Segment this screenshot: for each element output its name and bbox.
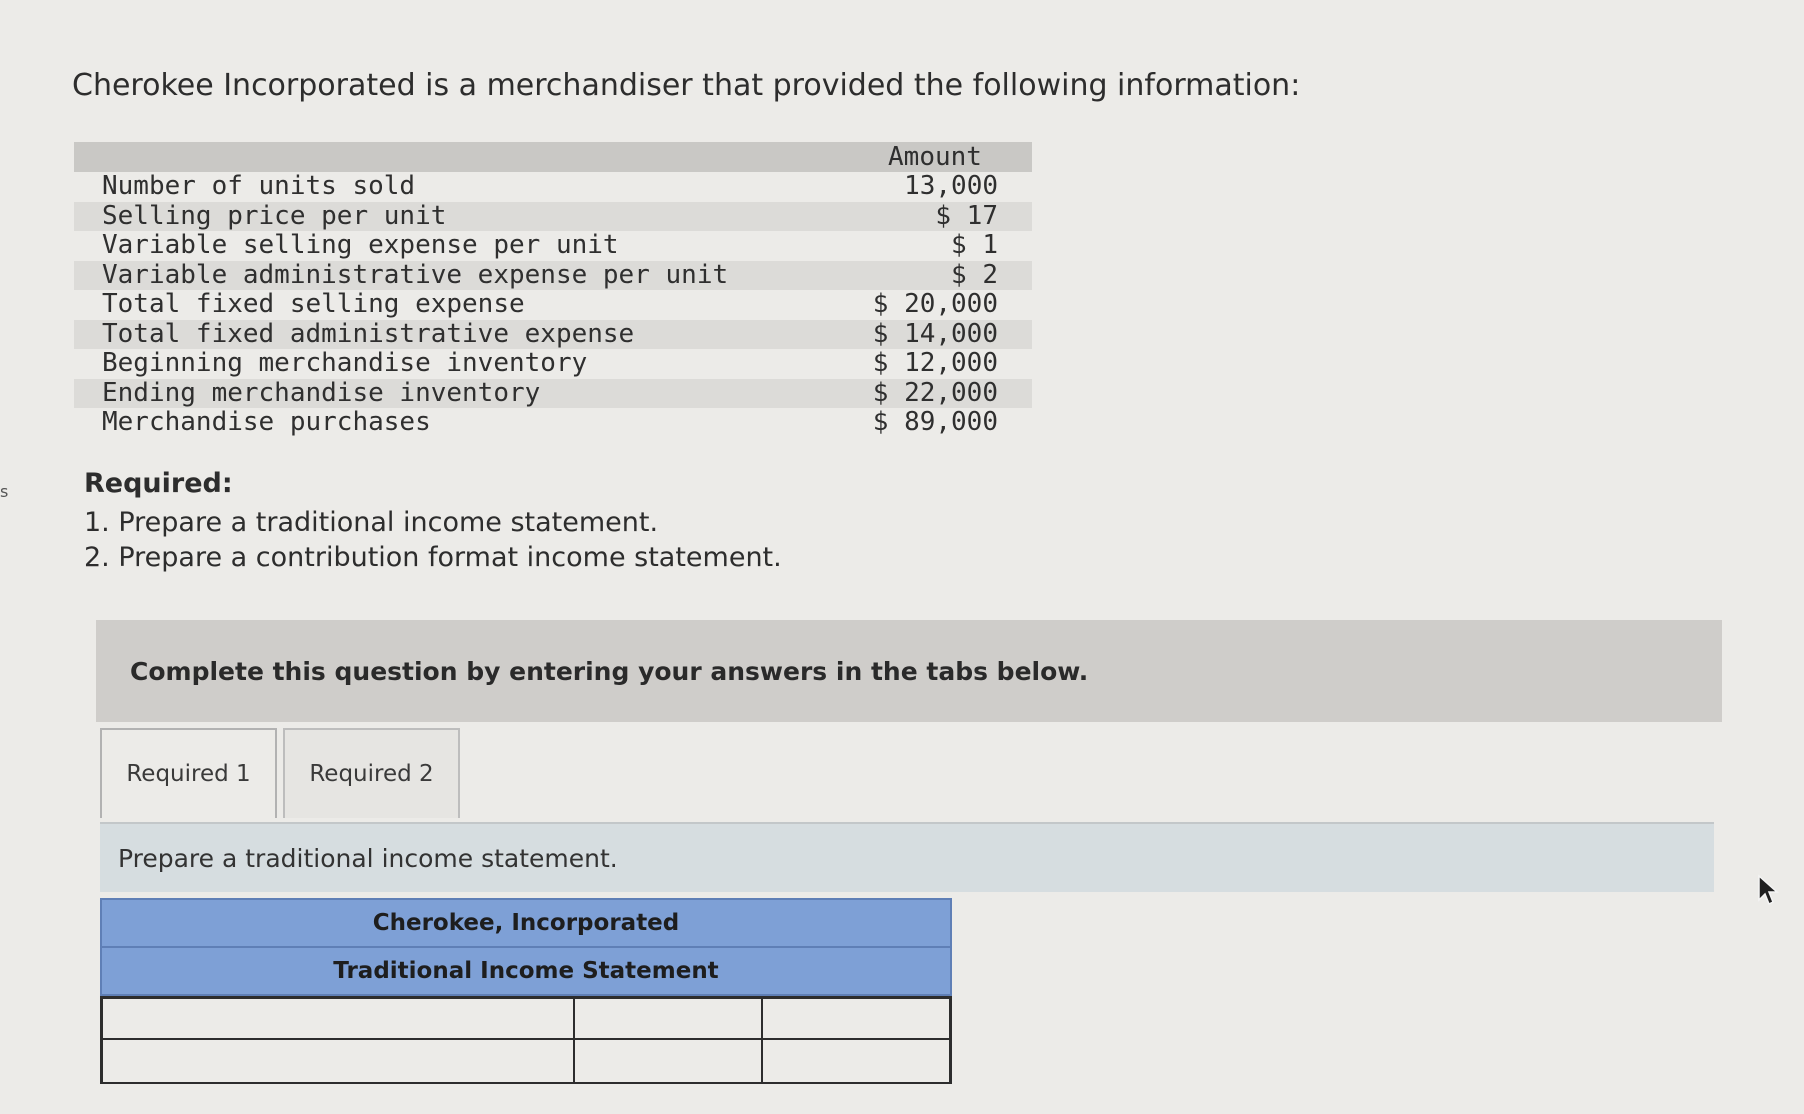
statement-label-cell[interactable] bbox=[103, 996, 575, 1040]
instructions-banner bbox=[96, 620, 1722, 722]
intro-text: Cherokee Incorporated is a merchandiser that provided the following information: bbox=[72, 68, 1301, 103]
row-value: $ 20,000 bbox=[872, 289, 998, 319]
required-section bbox=[84, 466, 782, 575]
table-row bbox=[74, 202, 1032, 232]
row-label: Beginning merchandise inventory bbox=[102, 348, 588, 378]
statement-label-cell[interactable] bbox=[103, 1040, 575, 1084]
tab-instruction: Prepare a traditional income statement. bbox=[100, 822, 1714, 892]
statement-title: Traditional Income Statement bbox=[100, 948, 952, 996]
row-label: Variable administrative expense per unit bbox=[74, 261, 838, 291]
required-heading: Required: bbox=[84, 468, 233, 499]
row-label: Total fixed administrative expense bbox=[74, 320, 838, 350]
row-label: Variable selling expense per unit bbox=[102, 230, 619, 260]
table-row bbox=[74, 172, 1032, 202]
statement-amount-cell[interactable] bbox=[575, 1040, 763, 1084]
row-label: Ending merchandise inventory bbox=[74, 379, 838, 409]
info-table bbox=[74, 142, 1032, 438]
row-label: Number of units sold bbox=[102, 171, 416, 201]
mouse-pointer-icon bbox=[1756, 874, 1782, 906]
table-row bbox=[74, 379, 1032, 409]
row-value: $ 17 bbox=[838, 202, 1032, 232]
row-label: Total fixed selling expense bbox=[102, 289, 525, 319]
statement-row bbox=[100, 1040, 952, 1084]
row-value: $ 14,000 bbox=[838, 320, 1032, 350]
row-value: 13,000 bbox=[904, 171, 998, 201]
info-table-header-blank bbox=[74, 142, 838, 172]
table-row bbox=[74, 290, 1032, 320]
table-row bbox=[74, 320, 1032, 350]
tab-required-2[interactable]: Required 2 bbox=[283, 728, 460, 818]
row-value: $ 22,000 bbox=[838, 379, 1032, 409]
amount-header: Amount bbox=[838, 142, 1032, 172]
statement-total-cell[interactable] bbox=[763, 996, 949, 1040]
tab-bar bbox=[100, 728, 466, 818]
statement-row bbox=[100, 996, 952, 1040]
edge-letter: s bbox=[0, 482, 9, 501]
row-label: Merchandise purchases bbox=[102, 407, 431, 437]
banner-text: Complete this question by entering your answers in the tabs below. bbox=[130, 656, 1089, 686]
table-row bbox=[74, 231, 1032, 261]
required-item: 1. Prepare a traditional income statement. bbox=[84, 507, 659, 538]
row-value: $ 1 bbox=[951, 230, 998, 260]
table-row bbox=[74, 261, 1032, 291]
required-item: 2. Prepare a contribution format income statement. bbox=[84, 542, 782, 573]
statement-company: Cherokee, Incorporated bbox=[100, 898, 952, 948]
income-statement-form bbox=[100, 898, 952, 1084]
row-label: Selling price per unit bbox=[74, 202, 838, 232]
row-value: $ 89,000 bbox=[872, 407, 998, 437]
tab-required-1[interactable]: Required 1 bbox=[100, 728, 277, 818]
statement-total-cell[interactable] bbox=[763, 1040, 949, 1084]
row-value: $ 2 bbox=[838, 261, 1032, 291]
statement-amount-cell[interactable] bbox=[575, 996, 763, 1040]
table-row bbox=[74, 408, 1032, 438]
table-row bbox=[74, 349, 1032, 379]
row-value: $ 12,000 bbox=[872, 348, 998, 378]
